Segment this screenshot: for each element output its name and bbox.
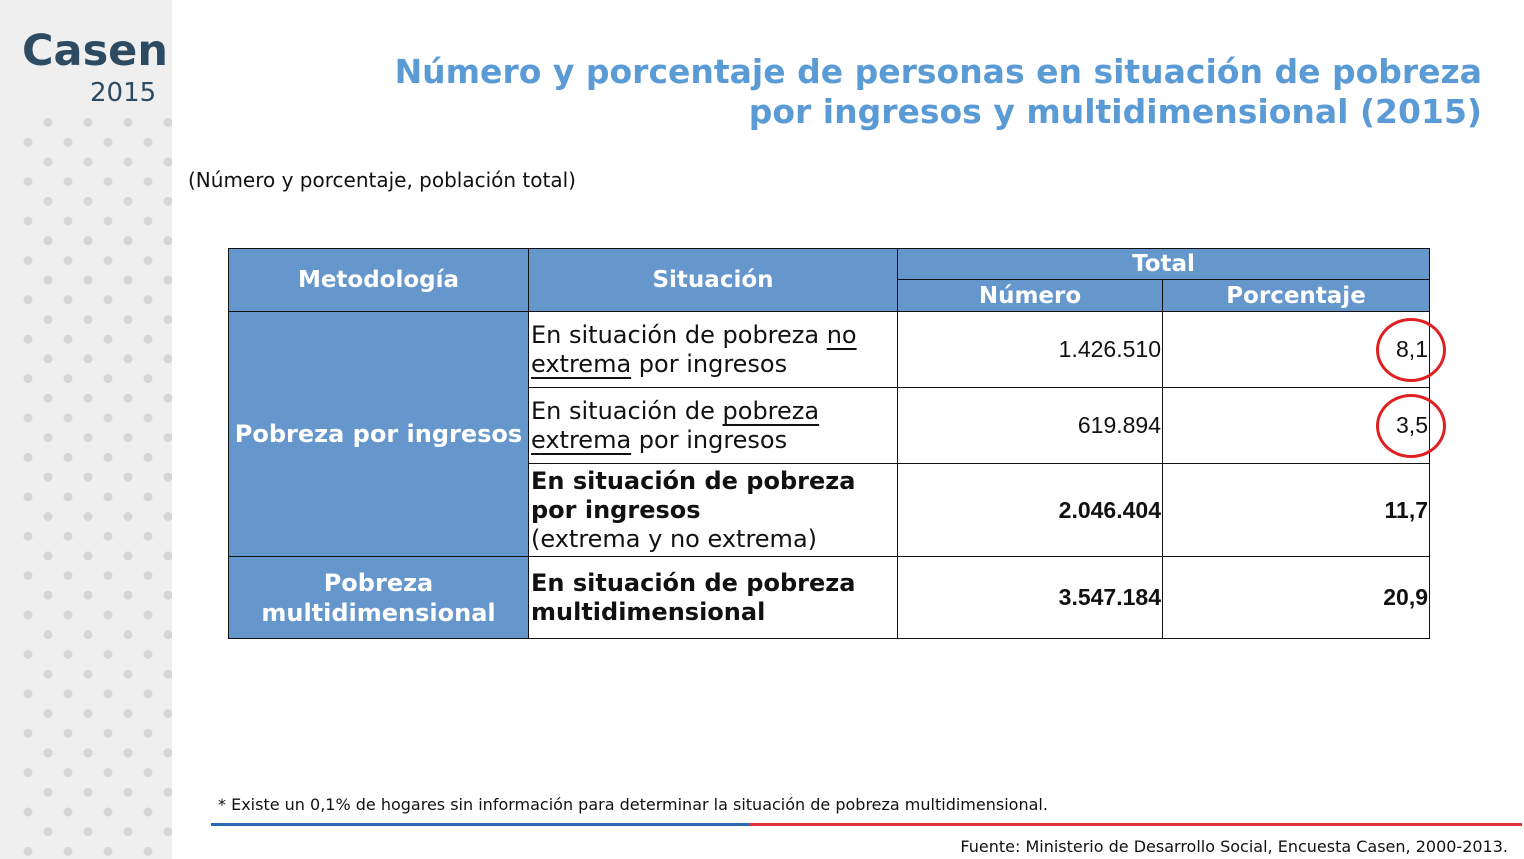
decorative-dot [44,512,53,521]
decorative-dot [64,650,73,659]
decorative-dot [84,354,93,363]
decorative-dot [84,788,93,797]
decorative-dot [44,394,53,403]
decorative-dot [124,748,133,757]
situacion-cell [529,388,898,464]
decorative-dot [144,374,153,383]
decorative-dot [84,197,93,206]
decorative-dot [164,394,173,403]
situacion-cell: En situación de pobreza multidimensional [529,557,898,639]
decorative-dot [144,138,153,147]
numero-cell: 1.426.510 [898,312,1163,388]
decorative-dot [144,492,153,501]
decorative-dot [44,827,53,836]
decorative-dot [84,630,93,639]
decorative-dot [164,551,173,560]
decorative-dot [124,709,133,718]
decorative-dot [164,433,173,442]
table-row [229,557,1430,639]
decorative-dot [164,315,173,324]
decorative-dot [164,354,173,363]
decorative-dot [24,217,33,226]
decorative-dot [24,847,33,856]
subtitle: (Número y porcentaje, población total) [188,168,576,192]
decorative-dot [124,315,133,324]
decorative-dot [104,847,113,856]
header-porcentaje: Porcentaje [1163,280,1430,312]
decorative-dot [104,650,113,659]
decorative-dot [24,611,33,620]
decorative-dot [124,512,133,521]
decorative-dot [24,571,33,580]
footnote: * Existe un 0,1% de hogares sin información para determinar la situación de pobreza multidimensional. [218,795,1048,814]
decorative-dot [124,551,133,560]
decorative-dot [44,670,53,679]
decorative-dot [24,138,33,147]
decorative-dot [24,689,33,698]
decorative-dot [104,414,113,423]
decorative-dot [144,335,153,344]
decorative-dot [144,650,153,659]
decorative-dot [164,788,173,797]
decorative-dot [84,394,93,403]
decorative-dot [44,315,53,324]
decorative-dot [84,118,93,127]
decorative-dot [104,729,113,738]
decorative-dot [44,157,53,166]
decorative-dot [144,295,153,304]
logo-word: Casen [22,26,168,76]
decorative-dot [104,532,113,541]
decorative-dot [44,354,53,363]
group-pobreza-multidimensional: Pobreza multidimensional [229,557,529,639]
decorative-dot [44,630,53,639]
decorative-dot [24,374,33,383]
porcentaje-cell: 20,9 [1163,557,1430,639]
decorative-dot [144,847,153,856]
decorative-dot [124,118,133,127]
decorative-dot [164,473,173,482]
situacion-text: En situación de pobreza [531,320,827,349]
situacion-text: por ingresos [631,349,788,378]
decorative-dot [84,827,93,836]
decorative-dot [104,256,113,265]
decorative-dot [124,433,133,442]
decorative-dot [64,256,73,265]
decorative-dot [124,473,133,482]
decorative-dot [164,197,173,206]
decorative-dot [144,453,153,462]
decorative-dot [64,138,73,147]
decorative-dot [44,591,53,600]
header-numero: Número [898,280,1163,312]
decorative-dot [104,177,113,186]
decorative-dot [164,709,173,718]
decorative-dot [164,591,173,600]
decorative-dot [104,611,113,620]
decorative-dot [64,374,73,383]
logo-year: 2015 [90,78,157,108]
decorative-dot [84,512,93,521]
decorative-dot [104,374,113,383]
decorative-dot [104,217,113,226]
source-text: Fuente: Ministerio de Desarrollo Social, Encuesta Casen, 2000-2013. [960,837,1508,856]
decorative-dot [24,295,33,304]
decorative-dot [64,295,73,304]
decorative-dot [64,689,73,698]
porcentaje-cell: 3,5 [1163,388,1430,464]
decorative-dot [144,177,153,186]
poverty-table [228,248,1430,639]
decorative-dot [84,433,93,442]
decorative-dot [24,335,33,344]
decorative-dot [24,414,33,423]
decorative-dot [124,591,133,600]
decorative-dot [144,768,153,777]
decorative-dot [104,335,113,344]
decorative-dot [124,236,133,245]
decorative-dot [64,335,73,344]
decorative-dot [164,512,173,521]
decorative-dot [84,709,93,718]
footer-rule-red [749,823,1522,826]
decorative-dot [84,748,93,757]
decorative-dot [144,689,153,698]
highlight-circle-3-5 [1376,394,1446,458]
decorative-dot [64,808,73,817]
decorative-dot [144,808,153,817]
decorative-dot [124,276,133,285]
decorative-dot [24,729,33,738]
decorative-dot [24,177,33,186]
decorative-dot [84,670,93,679]
decorative-dot [84,591,93,600]
situacion-underlined: pobreza extrema [531,396,820,454]
decorative-dot [104,492,113,501]
situacion-cell [529,312,898,388]
decorative-dot [44,276,53,285]
decorative-dot [64,453,73,462]
decorative-dot [64,847,73,856]
decorative-dot [84,276,93,285]
decorative-dot [104,768,113,777]
decorative-dot [144,611,153,620]
decorative-dot [64,611,73,620]
title-line-1: Número y porcentaje de personas en situación de pobreza [394,52,1482,91]
decorative-dot [124,630,133,639]
casen-logo [0,0,172,115]
situacion-underlined: no extrema [531,320,857,378]
decorative-dot [164,630,173,639]
decorative-dot [144,571,153,580]
decorative-dot [44,197,53,206]
decorative-dot [44,473,53,482]
numero-cell: 3.547.184 [898,557,1163,639]
decorative-dot [104,295,113,304]
decorative-dot [104,808,113,817]
header-total: Total [898,249,1430,280]
decorative-dot [24,808,33,817]
page-title [332,52,1482,132]
decorative-dot [124,354,133,363]
decorative-dot [104,689,113,698]
numero-cell: 619.894 [898,388,1163,464]
decorative-dot [164,827,173,836]
footer-rule-blue [211,823,749,826]
situacion-note: (extrema y no extrema) [531,524,818,553]
decorative-dot [24,256,33,265]
decorative-dot [44,433,53,442]
decorative-dot [44,748,53,757]
decorative-dot [44,709,53,718]
decorative-dot [84,236,93,245]
decorative-dot [44,788,53,797]
decorative-dot [24,768,33,777]
highlight-circle-8-1 [1376,318,1446,382]
decorative-dot [124,670,133,679]
decorative-dot [104,571,113,580]
numero-cell: 2.046.404 [898,464,1163,557]
decorative-dot [144,414,153,423]
decorative-dot [84,551,93,560]
decorative-dot [84,315,93,324]
decorative-dot [64,492,73,501]
decorative-dot [84,157,93,166]
decorative-dot [64,729,73,738]
header-metodologia: Metodología [229,249,529,312]
decorative-dot [164,157,173,166]
decorative-dot [164,748,173,757]
decorative-dot [144,217,153,226]
decorative-dot [124,788,133,797]
decorative-dot [124,197,133,206]
decorative-dot [44,118,53,127]
decorative-dot [124,157,133,166]
porcentaje-cell: 11,7 [1163,464,1430,557]
decorative-dot [104,453,113,462]
title-line-2: por ingresos y multidimensional (2015) [748,92,1482,131]
decorative-dot [24,532,33,541]
table-row [229,312,1430,388]
decorative-dot [124,394,133,403]
decorative-dot [164,118,173,127]
dot-pattern [0,0,172,859]
decorative-dot [164,670,173,679]
group-pobreza-ingresos: Pobreza por ingresos [229,312,529,557]
decorative-dot [104,138,113,147]
situacion-text: por ingresos [631,425,788,454]
decorative-dot [64,768,73,777]
decorative-dot [144,256,153,265]
decorative-dot [64,571,73,580]
decorative-dot [164,276,173,285]
header-situacion: Situación [529,249,898,312]
decorative-dot [84,473,93,482]
decorative-dot [44,551,53,560]
decorative-dot [64,217,73,226]
decorative-dot [64,414,73,423]
porcentaje-cell: 8,1 [1163,312,1430,388]
situacion-cell [529,464,898,557]
decorative-dot [64,532,73,541]
decorative-dot [24,492,33,501]
situacion-bold-text: En situación de pobreza por ingresos [531,466,856,524]
decorative-dot [44,236,53,245]
decorative-dot [144,729,153,738]
decorative-dot [144,532,153,541]
decorative-dot [64,177,73,186]
decorative-dot [124,827,133,836]
decorative-dot [164,236,173,245]
sidebar [0,0,172,859]
decorative-dot [24,650,33,659]
decorative-dot [24,453,33,462]
situacion-text: En situación de [531,396,723,425]
